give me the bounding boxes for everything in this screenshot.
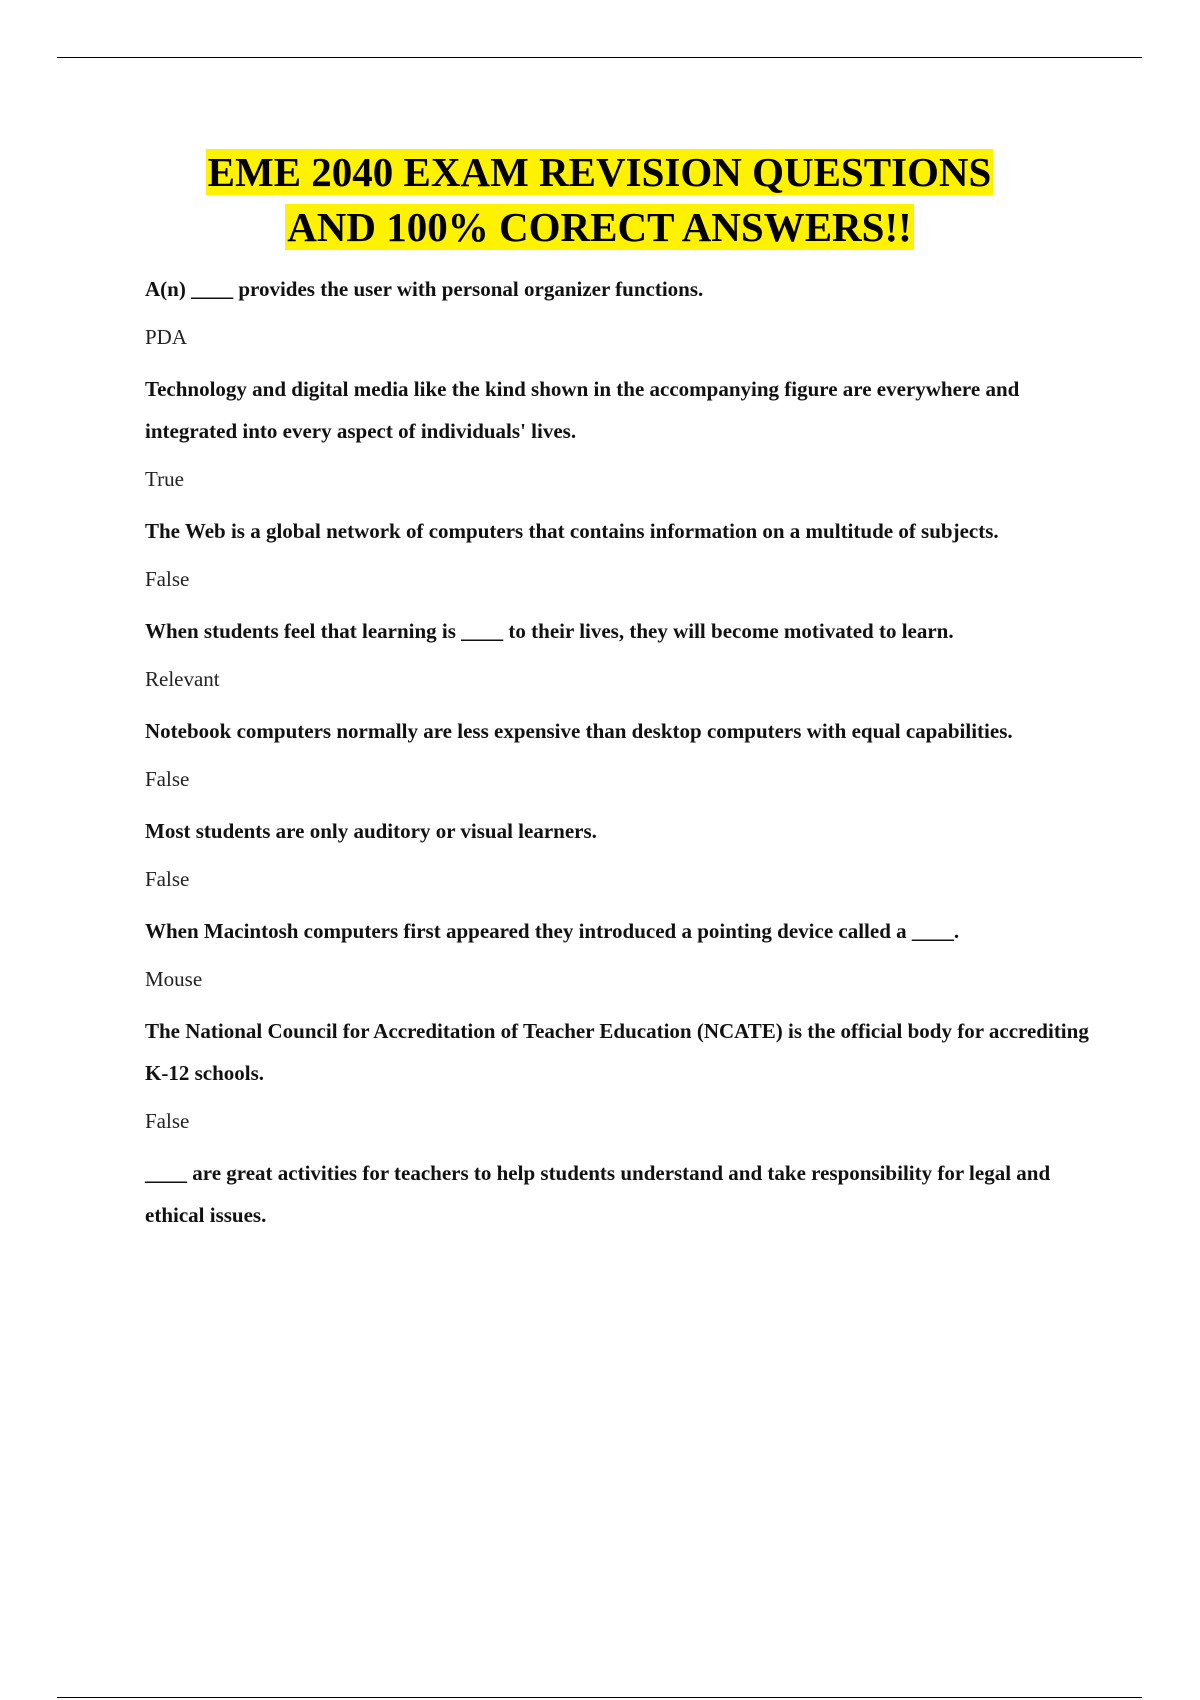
footer-rule [57,1697,1142,1698]
answer-8: False [145,1109,190,1133]
question-6: Most students are only auditory or visual learners. [145,819,597,843]
document-title [57,145,1142,255]
question-7: When Macintosh computers first appeared they introduced a pointing device called a ____. [145,919,960,943]
question-5: Notebook computers normally are less expensive than desktop computers with equal capabilities. [145,719,1013,743]
answer-4: Relevant [145,667,220,691]
title-line-1-text: EME 2040 EXAM REVISION QUESTIONS [207,149,992,195]
question-8: The National Council for Accreditation of Teacher Education (NCATE) is the official body for accrediting K-12 schools. [145,1019,1089,1085]
qa-list [145,268,1095,1236]
question-3: The Web is a global network of computers that contains information on a multitude of subjects. [145,519,999,543]
answer-1: PDA [145,325,188,349]
question-2: Technology and digital media like the kind shown in the accompanying figure are everywhere and integrated into every aspect of individuals' lives. [145,377,1020,443]
answer-3: False [145,567,190,591]
answer-6: False [145,867,190,891]
answer-7: Mouse [145,967,203,991]
question-4: When students feel that learning is ____ to their lives, they will become motivated to learn. [145,619,954,643]
header-rule [57,57,1142,58]
title-line-1 [57,145,1142,200]
title-line-2-text: AND 100% CORECT ANSWERS!! [287,204,912,250]
question-9: ____ are great activities for teachers to help students understand and take responsibility for legal and ethical issues. [145,1161,1051,1227]
answer-2: True [145,467,184,491]
question-1: A(n) ____ provides the user with personal organizer functions. [145,277,704,301]
answer-5: False [145,767,190,791]
title-line-2 [57,200,1142,255]
